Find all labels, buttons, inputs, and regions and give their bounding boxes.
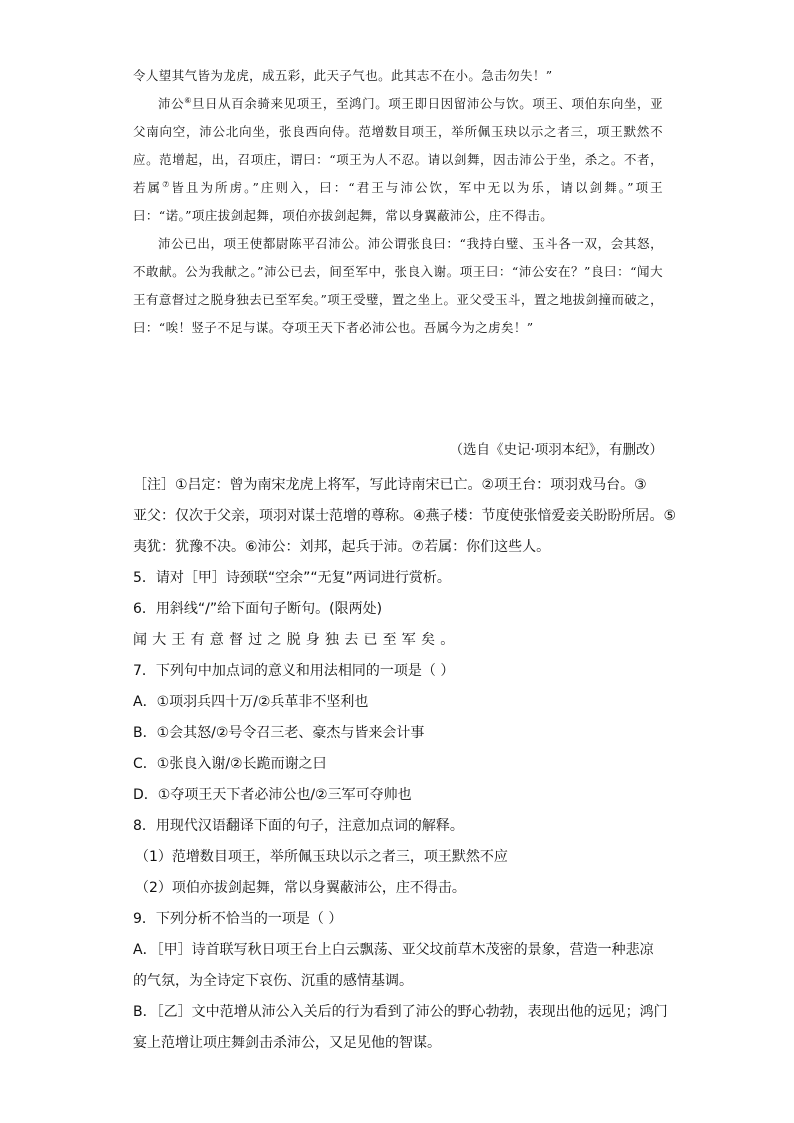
- question-5: 5．请对［甲］诗颈联“空余”“无复”两词进行赏析。: [133, 570, 451, 586]
- question-6: 6．用斜线“/”给下面句子断句。(限两处): [133, 601, 383, 617]
- question-7-option-a: A．①项羽兵四十万/②兵革非不坚利也: [133, 694, 369, 710]
- question-8-item-1: （1）范增数目项王，举所佩玉玦以示之者三，项王默然不应: [135, 849, 508, 865]
- question-9-option-a-cont: 的气氛，为全诗定下哀伤、沉重的感情基调。: [133, 973, 413, 989]
- question-7: 7．下列句中加点词的意义和用法相同的一项是（ ）: [133, 663, 455, 679]
- note-line: ［注］①吕定：曾为南宋龙虎上将军，写此诗南宋已亡。②项王台：项羽戏马台。③: [133, 477, 647, 493]
- classical-chinese-passage: [133, 62, 663, 342]
- question-9: 9．下列分析不恰当的一项是（ ）: [133, 911, 343, 927]
- notes-and-questions: [133, 470, 677, 1059]
- passage-line-first: 令人望其气皆为龙虎，成五彩，此天子气也。此其志不在小。急击勿失！”: [133, 68, 553, 83]
- question-7-option-b: B．①会其怒/②号令召三老、豪杰与皆来会计事: [133, 725, 425, 741]
- question-9-option-a: A．［甲］诗首联写秋日项王台上白云飘荡、亚父坟前草木茂密的景象，营造一种悲凉: [133, 942, 654, 958]
- question-8: 8．用现代汉语翻译下面的句子，注意加点词的解释。: [133, 818, 464, 834]
- question-7-option-c: C．①张良入谢/②长跪而谢之曰: [133, 756, 327, 772]
- note-line: 夷犹：犹豫不决。⑥沛公：刘邦，起兵于沛。⑦若属：你们这些人。: [133, 539, 551, 555]
- note-line: 亚父：仅次于父亲，项羽对谋士范增的尊称。④燕子楼：节度使张愔爱妾关盼盼所居。⑤: [133, 508, 677, 524]
- question-8-item-2: （2）项伯亦拔剑起舞，常以身翼蔽沛公，庄不得击。: [135, 880, 466, 896]
- source-citation: （选自《史记·项羽本纪》，有删改）: [449, 442, 663, 458]
- passage-text: 皆且为所虏。”庄则入，曰：“君王与沛公饮，军中无以为乐，请以剑舞。”项王曰：“诺。”项庄拔剑起舞，项伯亦拔剑起舞，常以身翼蔽沛公，庄不得击。: [133, 180, 663, 223]
- passage-paragraph-2: 沛公已出，项王使都尉陈平召沛公。沛公谓张良曰：“我持白璧、玉斗各一双，会其怒，不敢献。公为我献之。”沛公已去，间至军中，张良入谢。项王曰：“沛公安在？”良曰：“闻大王有意督过之脱身独去已至军矣。”项王受璧，置之坐上。亚父受玉斗，置之地拔剑撞而破之，曰：“唉！竖子不足与谋。夺项王天下者必沛公也。吾属今为之虏矣！”: [133, 236, 663, 335]
- passage-text: 旦日从百余骑来见项王，至鸿门。项王即日因留沛公与饮。项王、项伯东向坐，亚父南向空，沛公北向坐，张良西向侍。范增数目项王，举所佩玉玦以示之者三，项王默然不应。范增起，出，召项庄，谓曰：“项王为人不忍。请以剑舞，因击沛公于坐，杀之。不者，若属: [133, 96, 663, 195]
- footnote-marker: ⑥: [184, 95, 192, 105]
- question-9-option-b: B．［乙］文中范增从沛公入关后的行为看到了沛公的野心勃勃，表现出他的远见；鸿门: [133, 1004, 668, 1020]
- passage-paragraph-1: [133, 90, 663, 230]
- question-7-option-d: D．①夺项王天下者必沛公也/②三军可夺帅也: [133, 787, 412, 803]
- question-6-sentence: 闻大王有意督过之脱身独去已至军矣。: [133, 632, 460, 648]
- passage-text: 沛公: [158, 96, 185, 111]
- question-9-option-b-cont: 宴上范增让项庄舞剑击杀沛公，又足见他的智谋。: [133, 1035, 441, 1051]
- footnote-marker: ⑦: [162, 179, 172, 189]
